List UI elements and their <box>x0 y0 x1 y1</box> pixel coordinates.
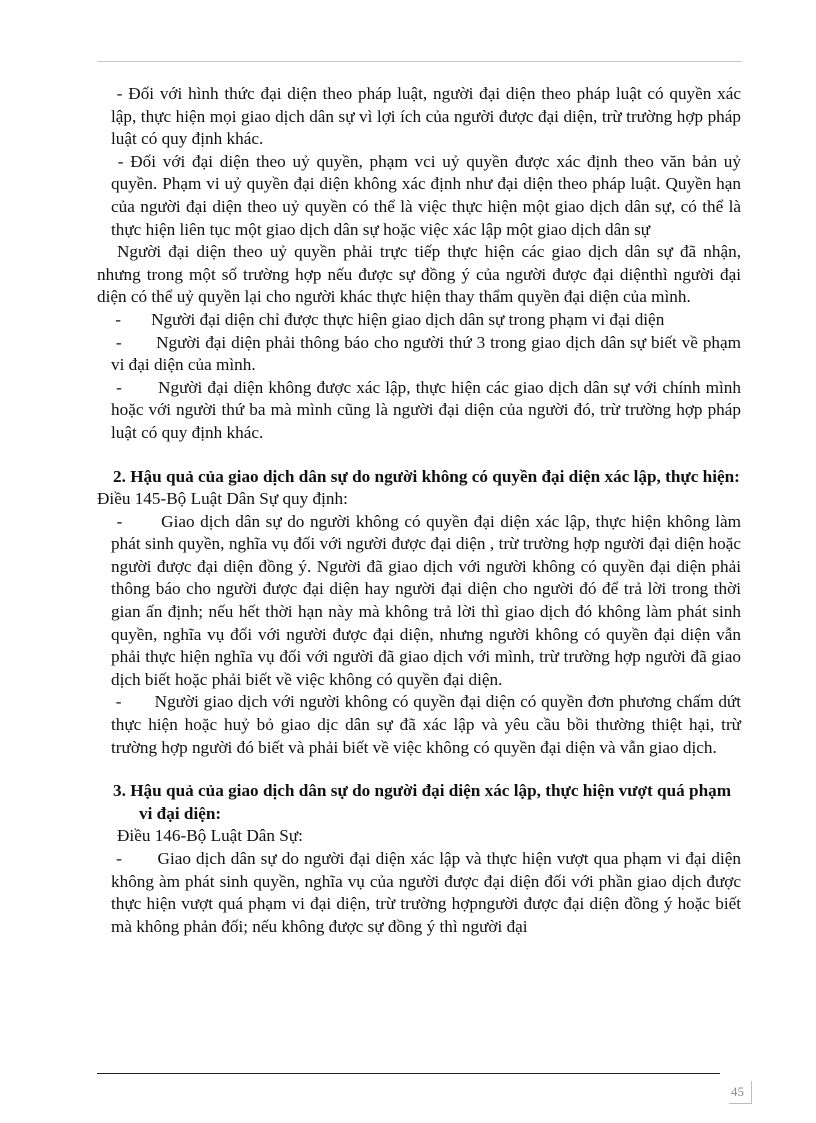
section-heading-3: 3. Hậu quả của giao dịch dân sự do người đại diện xác lập, thực hiện vượt quá phạm vi đại diện: <box>113 781 732 823</box>
list-item-self-dealing: - Người đại diện không được xác lập, thực hiện các giao dịch dân sự với chính mình hoặc với người thứ ba mà mình cũng là người đại diện của người đó, trừ trường hợp pháp luật có quy định khác. <box>111 377 746 442</box>
list-item-scope: - Người đại diện chỉ được thực hiện giao dịch dân sự trong phạm vi đại diện <box>111 309 665 329</box>
list-item-notify-third-party: - Người đại diện phải thông báo cho người thứ 3 trong giao dịch dân sự biết về phạm vi đại diện của mình. <box>111 332 746 375</box>
paragraph-sub-authorization: Người đại diện theo uỷ quyền phải trực tiếp thực hiện các giao dịch dân sự đã nhận, nhưng trong một số trường hợp nếu được sự đồng ý của người được đại diệnthì người đại diện có thể uỷ quyền lại cho người khác thực hiện thay thẩm quyền đại diện của mình. <box>97 242 746 307</box>
page-content <box>97 83 746 938</box>
list-item-unilateral-termination: - Người giao dịch với người không có quyền đại diện có quyền đơn phương chấm dứt thực hiện hoặc huỷ bỏ giao dịc dân sự đã xác lập và yêu cầu bồi thường thiệt hại, trừ trường hợp người đó biết và phải biết về việc không có quyền đại diện và vẫn giao dịch. <box>111 692 746 757</box>
list-item-no-authority-effect: - Giao dịch dân sự do người không có quyền đại diện xác lập, thực hiện không làm phát sinh quyền, nghĩa vụ đối với người được đại diện , trừ trường hợp người đại diện hoặc người được đại diện đồng ý. Người đã giao dịch với người không có quyền đại diện phải thông báo cho người được đại diện hay người đại diện cho người đó để trả lời trong thời gian ấn định; nếu hết thời hạn này mà không trả lời thì giao dịch đó không làm phát sinh quyền, nghĩa vụ đối với người được đại diện, nhưng người không có quyền đại diện vẫn phải thực hiện nghĩa vụ đối với người đã giao dịch với mình, trừ trường hợp người đã giao dịch biết hoặc phải biết về việc không có quyền đại diện. <box>111 511 746 689</box>
footer-rule <box>97 1073 720 1074</box>
article-reference-146: Điều 146-Bộ Luật Dân Sự: <box>117 826 303 846</box>
spacer <box>97 759 741 780</box>
section-heading-2: 2. Hậu quả của giao dịch dân sự do người không có quyền đại diện xác lập, thực hiện: <box>113 466 740 486</box>
page-number: 45 <box>731 1084 744 1099</box>
spacer <box>97 445 741 466</box>
paragraph-authorized-representation: - Đối với đại diện theo uỷ quyền, phạm vci uỷ quyền được xác định theo văn bản uỷ quyền. Phạm vi uỷ quyền đại diện không xác định như đại diện theo pháp luật. Quyền hạn của người đại diện theo uỷ quyền có thể là việc thực hiện một giao dịch dân sự, có thể là thực hiện liên tục một giao dịch dân sự hoặc việc xác lập một giao dịch dân sự <box>111 151 746 239</box>
list-item-exceed-scope: - Giao dịch dân sự do người đại diện xác lập và thực hiện vượt qua phạm vi đại diện không àm phát sinh quyền, nghĩa vụ của người được đại diện đối với phần giao dịch được thực hiện vượt quá phạm vi đại diện, trừ trường hợpngười được đại diện đồng ý hoặc biết mà không phản đối; nếu không được sự đồng ý thì người đại <box>111 849 746 936</box>
paragraph-legal-representation: - Đối với hình thức đại diện theo pháp luật, người đại diện theo pháp luật có quyền xác lập, thực hiện mọi giao dịch dân sự vì lợi ích của người được đại diện, trừ trường hợp pháp luật có quy định khác. <box>111 84 746 149</box>
header-rule <box>97 61 742 62</box>
article-reference-145: Điều 145-Bộ Luật Dân Sự quy định: <box>97 489 348 509</box>
